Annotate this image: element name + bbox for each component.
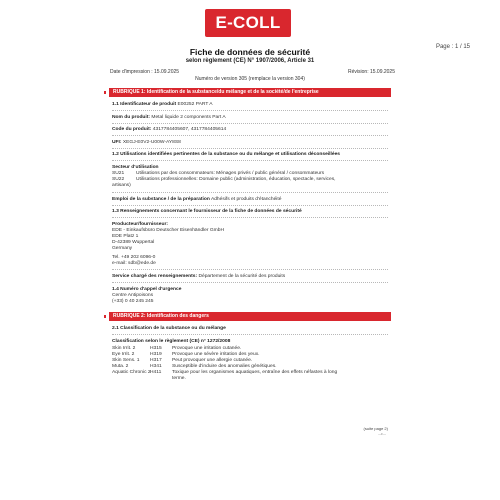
su21-code: SU21 [112,171,125,176]
product-name [112,115,226,121]
hazard-code: H341 [150,364,162,369]
section-1-header: RUBRIQUE 1: Identification de la substance/du mélange et de la société/de l'entreprise [109,88,391,97]
version-number: Numéro de version 305 (remplace la version 304) [195,76,305,82]
hazard-code: H315 [150,346,162,351]
product-name-label: Nom du produit: [112,115,151,120]
document-subtitle: selon règlement (CE) N° 1907/2006, Article 31 [185,58,315,64]
company-email: e-mail: sdb@ede.de [112,261,156,266]
su22-line [112,177,336,183]
uses-heading: 1.2 Utilisations identifiées pertinentes de la substance ou du mélange et utilisations déconseillées [112,152,341,157]
company-logo [205,9,291,37]
company-city: D-42389 Wuppertal [112,240,155,245]
hazard-category: Skin Irrit. 2 [112,346,136,351]
su22-code: SU22 [112,177,125,182]
revision-date: Révision: 15.09.2025 [348,69,395,75]
footer-code: —F— [378,432,386,436]
section-marker [104,91,106,94]
info-service-line [112,274,285,280]
hazard-category: Aquatic Chronic 2 [112,370,151,375]
hazard-text: Toxique pour les organismes aquatiques, entraîne des effets néfastes à long [172,370,338,375]
logo-text: E-COLL [215,13,281,32]
print-date: Date d'impression : 15.09.2025 [110,69,180,75]
separator [112,269,388,270]
producer-label: Producteur/fournisseur: [112,222,168,227]
emergency-org: Centre Antipoisons [112,293,154,298]
section-2-header: RUBRIQUE 2: Identification des dangers [109,312,391,321]
use-value: Adhésifs et produits d'étanchéité [210,197,282,202]
continued-note: (suite page 2) [363,426,388,431]
hazard-row [112,370,337,376]
hazard-category: Muta. 2 [112,364,129,369]
su22-text: Utilisations professionnelles: Domaine public (administration, éducation, spectacle, services, [136,177,336,182]
supplier-heading: 1.3 Renseignements concernant le fournisseur de la fiche de données de sécurité [112,209,302,214]
separator [112,110,388,111]
hazard-text: Provoque une sévère irritation des yeux. [172,352,260,357]
su21-text: Utilisations par des consommateurs: Ménages privés / public général / consommateurs [136,171,325,176]
company-country: Germany [112,246,133,251]
hazard-text-continuation: terme. [172,376,186,381]
document-title: Fiche de données de sécurité [189,47,311,57]
use-line [112,197,281,203]
hazard-code: H319 [150,352,162,357]
classification-heading: 2.1 Classification de la substance ou du mélange [112,326,226,331]
section-marker [104,315,106,318]
regulation-heading: Classification selon le règlement (CE) n° 1272/2008 [112,339,231,344]
page-number: Page : 1 / 15 [435,44,470,50]
separator [112,135,388,136]
separator [112,282,388,283]
product-identifier-value: E00252 PART A [177,102,213,107]
use-label: Emploi de la substance / de la préparation [112,197,210,202]
ufi-line [112,140,181,146]
product-identifier-label: 1.1 Identificateur de produit [112,102,177,107]
product-code-value: 4317784405607, 4317784405614 [152,127,227,132]
hazard-code: H317 [150,358,162,363]
separator [112,123,388,124]
separator [112,160,388,161]
product-identifier [112,102,213,108]
product-code [112,127,226,133]
separator [112,192,388,193]
hazard-text: Peut provoquer une allergie cutanée. [172,358,253,363]
info-service-label: Service chargé des renseignements: [112,274,198,279]
company-phone: Tel. +49 202 6096-0 [112,255,156,260]
hazard-text: Susceptible d'induire des anomalies génétiques. [172,364,277,369]
su22-continuation: artisans) [112,183,131,188]
hazard-code: H411 [150,370,162,375]
emergency-heading: 1.4 Numéro d'appel d'urgence [112,287,182,292]
info-service-value: Département de la sécurité des produits [198,274,286,279]
hazard-category: Skin Sens. 1 [112,358,140,363]
separator [112,148,388,149]
sector-heading: Secteur d'utilisation [112,165,159,170]
hazard-text: Provoque une irritation cutanée. [172,346,242,351]
ufi-label: UFI: [112,140,122,145]
product-name-value: Metal liquide 2 components Part A [151,115,226,120]
separator [112,205,388,206]
company-street: EDE Platz 1 [112,234,139,239]
separator [112,334,388,335]
separator [112,217,388,218]
emergency-phone: (+33) 0 40 245 245 [112,299,154,304]
product-code-label: Code du produit: [112,127,152,132]
ufi-value: XEGJ-E0V2-U00W-AY8S8 [122,140,181,145]
company-name: EDE - Einkaufsbüro Deutscher Eisenhändler GmbH [112,228,224,233]
hazard-category: Eye Irrit. 2 [112,352,135,357]
